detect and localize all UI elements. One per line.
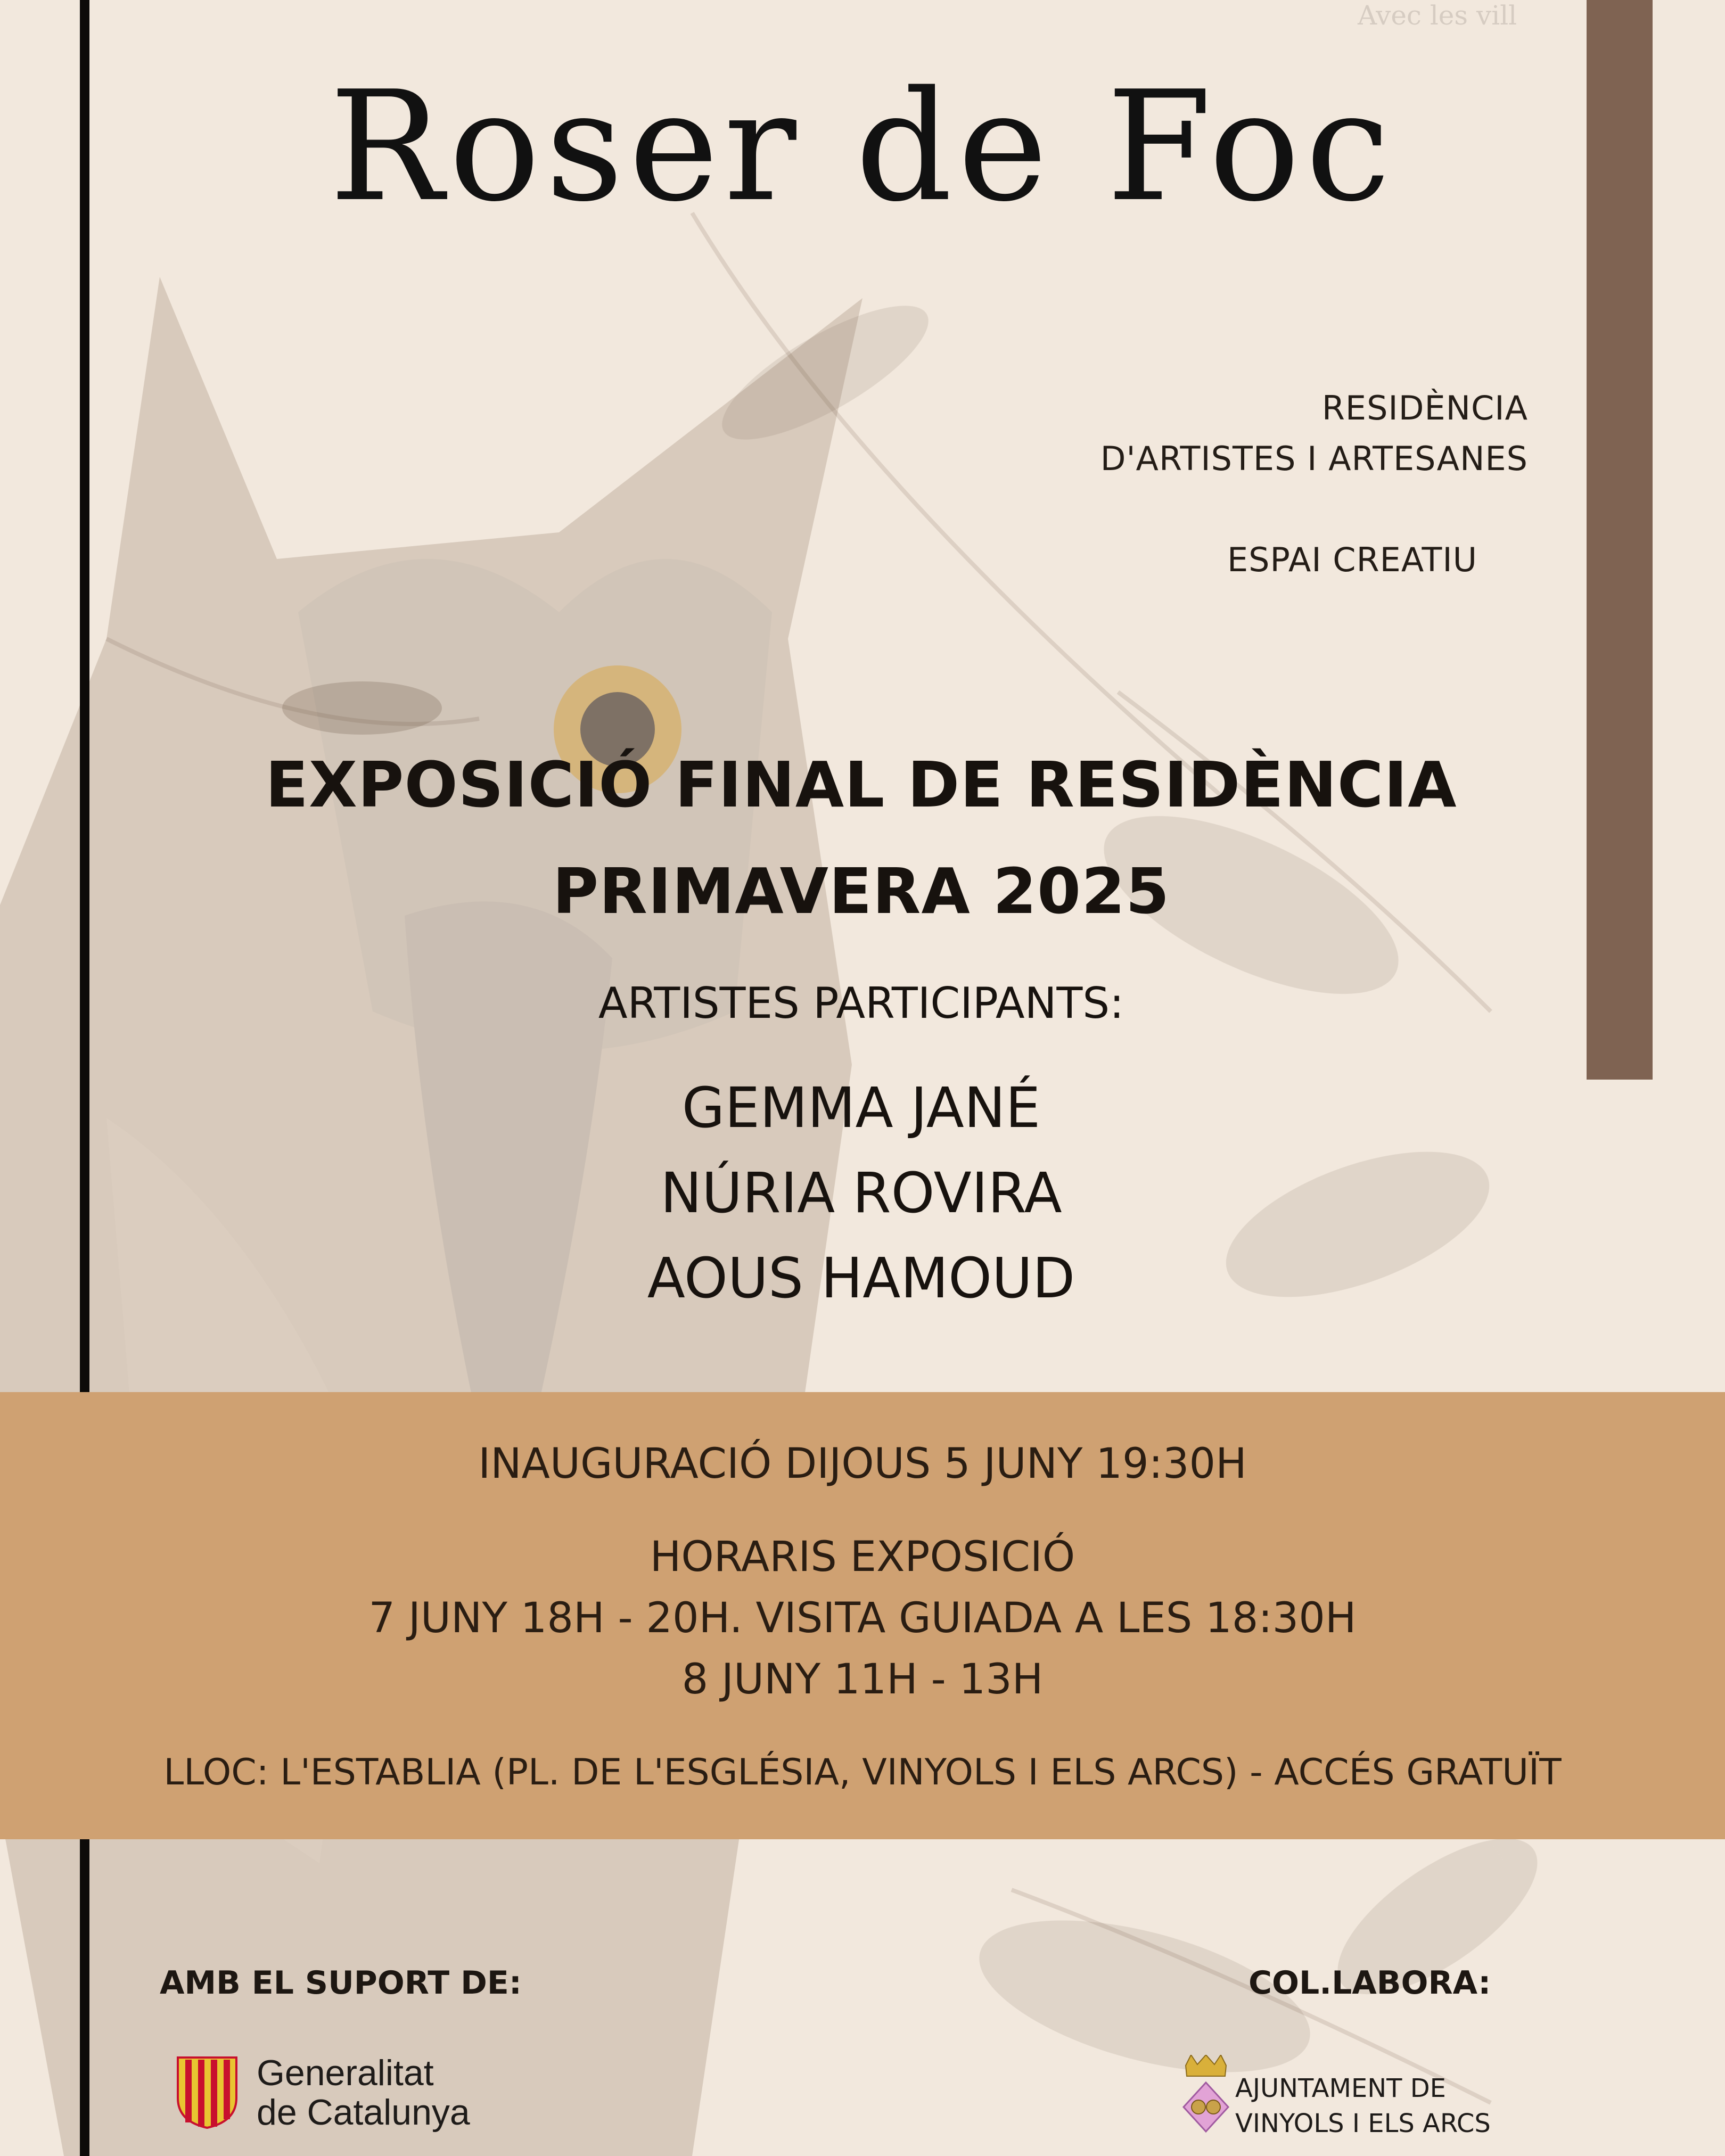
schedule-day-2: 8 JUNY 11H - 13H bbox=[681, 1656, 1044, 1704]
opening-info: INAUGURACIÓ DIJOUS 5 JUNY 19:30H bbox=[478, 1440, 1247, 1488]
generalitat-logo bbox=[176, 2052, 506, 2137]
location-info: LLOC: L'ESTABLIA (PL. DE L'ESGLÉSIA, VINYOLS I ELS ARCS) - ACCÉS GRATUÏT bbox=[163, 1751, 1562, 1793]
artist-name: AOUS HAMOUD bbox=[647, 1246, 1075, 1311]
municipal-crest-icon bbox=[1179, 2055, 1233, 2140]
support-label: AMB EL SUPORT DE: bbox=[160, 1964, 522, 2002]
ajuntament-wordmark bbox=[1235, 2071, 1491, 2141]
schedule-day-1: 7 JUNY 18H - 20H. VISITA GUIADA A LES 18:30H bbox=[368, 1594, 1357, 1642]
poster-title: Roser de Foc bbox=[329, 59, 1396, 235]
ajuntament-name-line2: VINYOLS I ELS ARCS bbox=[1235, 2109, 1491, 2138]
subtitle-artistes: D'ARTISTES I ARTESANES bbox=[1100, 439, 1528, 478]
generalitat-shield-icon bbox=[176, 2055, 239, 2130]
faint-background-text: Avec les vill bbox=[1358, 0, 1517, 31]
participants-label: ARTISTES PARTICIPANTS: bbox=[598, 978, 1124, 1028]
artist-name: GEMMA JANÉ bbox=[681, 1075, 1041, 1140]
collabora-label: COL.LABORA: bbox=[1248, 1964, 1491, 2002]
artist-name: NÚRIA ROVIRA bbox=[660, 1161, 1062, 1225]
generalitat-wordmark bbox=[257, 2053, 470, 2132]
exhibition-season: PRIMAVERA 2025 bbox=[552, 854, 1170, 928]
info-band bbox=[0, 1392, 1725, 1839]
generalitat-name-line1: Generalitat bbox=[257, 2053, 434, 2093]
ajuntament-logo bbox=[1179, 2055, 1509, 2145]
exhibition-title: EXPOSICIÓ FINAL DE RESIDÈNCIA bbox=[265, 748, 1457, 821]
subtitle-espai-creatiu: ESPAI CREATIU bbox=[1227, 540, 1477, 579]
ajuntament-name-line1: AJUNTAMENT DE bbox=[1235, 2073, 1446, 2103]
subtitle-residencia: RESIDÈNCIA bbox=[1321, 389, 1528, 427]
generalitat-name-line2: de Catalunya bbox=[257, 2092, 470, 2133]
schedule-label: HORARIS EXPOSICIÓ bbox=[650, 1533, 1075, 1581]
